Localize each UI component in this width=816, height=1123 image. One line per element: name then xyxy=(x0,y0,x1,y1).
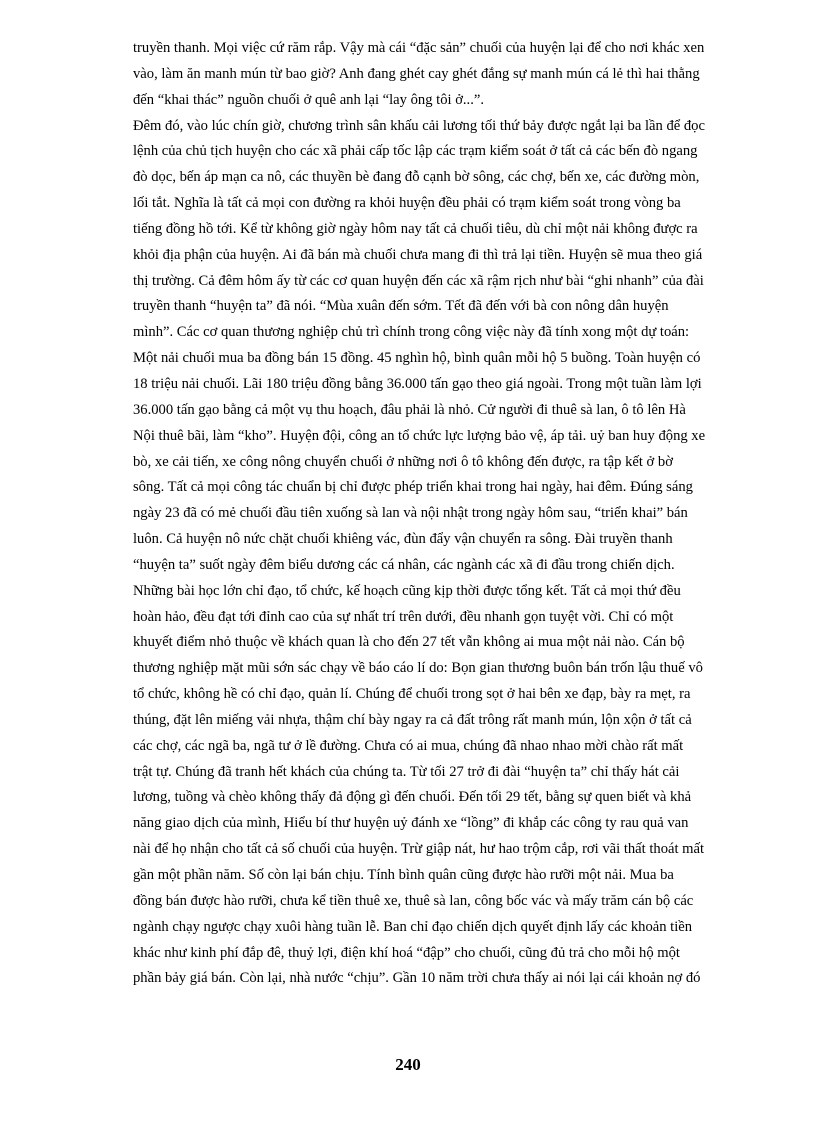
text-line: bò, xe cải tiến, xe công nông chuyển chuối ở những nơi ô tô không đến được, ra tập kết ở bờ xyxy=(133,453,673,470)
text-line: Một nải chuối mua ba đồng bán 15 đồng. 45 nghìn hộ, bình quân mỗi hộ 5 buồng. Toàn huyện có xyxy=(133,350,701,367)
text-line: gần một phần năm. Số còn lại bán chịu. Tính bình quân cũng được hào rưỡi một nải. Mua ba xyxy=(133,867,674,883)
text-line: luôn. Cả huyện nô nức chặt chuối khiêng vác, đùn đẩy vận chuyển ra sông. Đài truyền thanh xyxy=(133,531,673,548)
text-line: các chợ, các ngã ba, ngã tư ở lề đường. Chưa có ai mua, chúng đã nhao nhao mời chào rất mất xyxy=(133,737,684,754)
text-line: đến “khai thác” nguồn chuối ở quê anh lại “lay ông tôi ở...”. xyxy=(133,91,484,108)
text-line: thị trường. Cả đêm hôm ấy từ các cơ quan huyện đến các xã rậm rịch như bài “ghi nhanh” của đài xyxy=(133,272,704,289)
text-line: lối tắt. Nghĩa là tất cả mọi con đường ra khỏi huyện đều phải có trạm kiểm soát trong vòng ba xyxy=(133,195,681,212)
text-line: Đêm đó, vào lúc chín giờ, chương trình sân khấu cải lương tối thứ bảy được ngắt lại ba lần để đọc xyxy=(133,117,705,134)
text-line: truyền thanh “huyện ta” đã nói. “Mùa xuân đến sớm. Tết đã đến với bà con nông dân huyện xyxy=(133,298,669,315)
text-line: khỏi địa phận của huyện. Ai đã bán mà chuối chưa mang đi thì trả lại tiền. Huyện sẽ mua theo giá xyxy=(133,246,703,263)
text-line: truyền thanh. Mọi việc cứ răm rắp. Vậy mà cái “đặc sản” chuối của huyện lại để cho nơi khác xen xyxy=(133,40,705,56)
text-line: 18 triệu nải chuối. Lãi 180 triệu đồng bằng 36.000 tấn gạo theo giá ngoài. Trong một tuần làm lợi xyxy=(133,375,702,392)
text-line: phần bảy giá bán. Còn lại, nhà nước “chịu”. Gần 10 năm trời chưa thấy ai nói lại cái khoản nợ đó xyxy=(133,970,701,987)
text-line: tổ chức, không hề có chỉ đạo, quản lí. Chúng để chuối trong sọt ở hai bên xe đạp, bày ra mẹt, ra xyxy=(133,686,691,703)
text-line: ngành chạy ngược chạy xuôi hàng tuần lễ. Ban chỉ đạo chiến dịch quyết định lấy các khoản tiền xyxy=(133,918,693,935)
text-line: ngày 23 đã có mẻ chuối đầu tiên xuống sà lan và nội nhật trong ngày hôm sau, “triển khai” bán xyxy=(133,505,688,522)
text-line: sông. Tất cả mọi công tác chuẩn bị chỉ được phép triển khai trong hai ngày, hai đêm. Đúng sáng xyxy=(133,479,693,496)
text-line: năng giao dịch của mình, Hiểu bí thư huyện uỷ đánh xe “lồng” đi khắp các công ty rau quả van xyxy=(133,815,689,832)
text-line: lương, tuồng và chèo không thấy đả động gì đến chuối. Đến tối 29 tết, bằng sự quen biết và khả xyxy=(133,789,692,806)
text-line: đò dọc, bến áp mạn ca nô, các thuyền bè đang đỗ cạnh bờ sông, các chợ, bến xe, các đường mòn, xyxy=(133,169,700,186)
text-line: Những bài học lớn chỉ đạo, tổ chức, kế hoạch cũng kịp thời được tổng kết. Tất cả mọi thứ đều xyxy=(133,582,681,599)
text-line: thương nghiệp mặt mũi sớn sác chạy về báo cáo lí do: Bọn gian thương buôn bán trốn lậu thuế vô xyxy=(133,660,703,677)
text-line: trật tự. Chúng đã tranh hết khách của chúng ta. Từ tối 27 trở đi đài “huyện ta” chỉ thấy hát cải xyxy=(133,763,680,780)
text-line: Nội thuê bãi, làm “kho”. Huyện đội, công an tổ chức lực lượng bảo vệ, áp tải. uỷ ban huy động xe xyxy=(133,427,706,444)
text-line: hoàn hảo, đều đạt tới đỉnh cao của sự nhất trí trên dưới, đều nhanh gọn tuyệt vời. Chỉ có một xyxy=(133,608,674,625)
page-number: 240 xyxy=(395,1055,421,1074)
text-line: tiếng đồng hồ tới. Kể từ không giờ ngày hôm nay tất cả chuối tiêu, dù chỉ một nải không được ra xyxy=(133,220,698,237)
text-line: nài để họ nhận cho tất cả số chuối của huyện. Trừ giập nát, hư hao trộm cắp, rơi vãi thất thoát mất xyxy=(133,841,705,858)
text-line: mình”. Các cơ quan thương nghiệp chủ trì chính trong công việc này đã tính xong một dự toán: xyxy=(133,324,690,341)
text-line: đồng bán được hào rưỡi, chưa kể tiền thuê xe, thuê sà lan, công bốc vác và mấy trăm cán bộ các xyxy=(133,892,694,909)
text-line: vào, làm ăn manh mún từ bao giờ? Anh đang ghét cay ghét đắng sự manh mún cá lẻ thì hai thằng xyxy=(133,65,700,82)
text-line: khuyết điểm nhỏ thuộc về khách quan là cho đến 27 tết vẫn không ai mua một nải nào. Cán bộ xyxy=(133,634,685,651)
text-line: 36.000 tấn gạo bằng cả một vụ thu hoạch, đâu phải là nhỏ. Cử người đi thuê sà lan, ô tô lên Hà xyxy=(133,401,686,418)
text-line: thúng, đặt lên miếng vải nhựa, thậm chí bày ngay ra cả đất trông rất manh mún, lộn xộn ở tất cả xyxy=(133,711,692,728)
text-line: lệnh của chủ tịch huyện cho các xã phải cấp tốc lập các trạm kiểm soát ở tất cả các bến đò ngang xyxy=(133,143,698,160)
text-line: “huyện ta” suốt ngày đêm biểu dương các cá nhân, các ngành các xã đi đầu trong chiến dịch. xyxy=(133,556,675,573)
body-text xyxy=(133,36,733,992)
text-line: khác như kinh phí đắp đê, thuỷ lợi, điện khí hoá “đập” cho chuối, cũng đủ trả cho mỗi hộ một xyxy=(133,944,680,961)
